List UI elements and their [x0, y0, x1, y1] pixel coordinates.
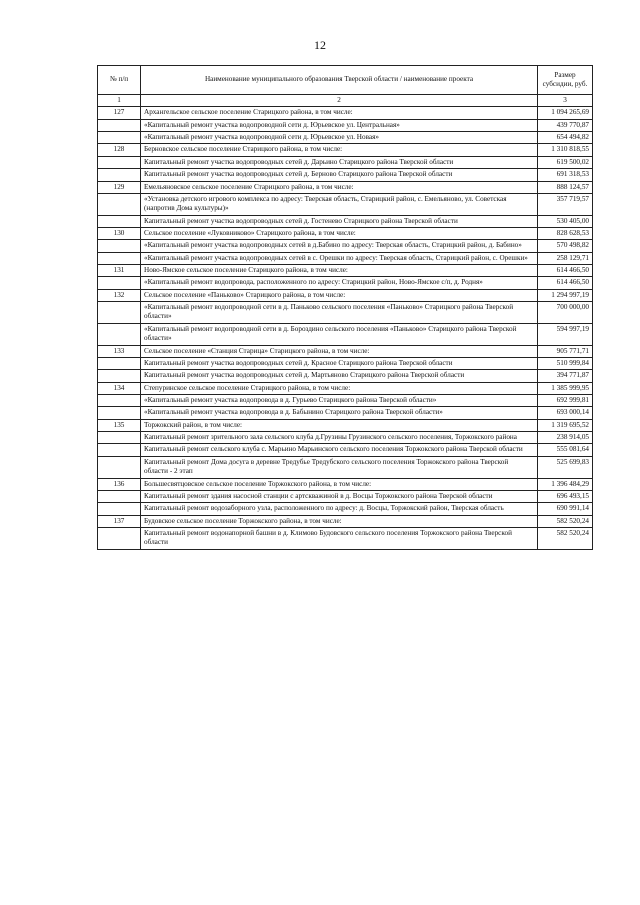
project-row [98, 407, 593, 419]
municipality-name: Сельское поселение «Паньково» Старицкого района, в том числе: [141, 289, 538, 301]
municipality-name: Торжокский район, в том числе: [141, 419, 538, 431]
subsidy-amount: 828 628,53 [538, 227, 593, 239]
subsidy-amount: 888 124,57 [538, 181, 593, 193]
project-name: Капитальный ремонт водонапорной башни в д. Климово Будовского сельского поселения Торжокского района Тверской области [141, 527, 538, 549]
municipality-row [98, 289, 593, 301]
row-number: 127 [98, 107, 141, 119]
municipality-row [98, 144, 593, 156]
project-name: Капитальный ремонт сельского клуба с. Марьино Марьинского сельского поселения Торжокского района Тверской области [141, 444, 538, 456]
subsidy-amount: 905 771,71 [538, 345, 593, 357]
row-number [98, 357, 141, 369]
subsidy-amount: 510 999,84 [538, 357, 593, 369]
subsidy-amount: 614 466,50 [538, 277, 593, 289]
project-row [98, 215, 593, 227]
municipality-name: Архангельское сельское поселение Старицкого района, в том числе: [141, 107, 538, 119]
project-row [98, 432, 593, 444]
row-number [98, 490, 141, 502]
table-header [98, 66, 593, 107]
project-row [98, 156, 593, 168]
row-number: 136 [98, 478, 141, 490]
subsidy-amount: 594 997,19 [538, 323, 593, 345]
project-name: Капитальный ремонт участка водопроводных сетей д. Красное Старицкого района Тверской области [141, 357, 538, 369]
row-number: 135 [98, 419, 141, 431]
municipality-row [98, 345, 593, 357]
row-number [98, 119, 141, 131]
project-name: «Капитальный ремонт участка водопровода в д. Гурьево Старицкого района Тверской области» [141, 394, 538, 406]
subsidy-table [97, 65, 593, 550]
subsidy-amount: 238 914,05 [538, 432, 593, 444]
municipality-row [98, 419, 593, 431]
row-number [98, 132, 141, 144]
project-row [98, 503, 593, 515]
project-row [98, 370, 593, 382]
project-row [98, 323, 593, 345]
project-row [98, 357, 593, 369]
row-number: 131 [98, 265, 141, 277]
header-amount: Размер субсидии, руб. [538, 66, 593, 95]
row-number [98, 193, 141, 215]
project-name: «Капитальный ремонт водопроводной сети в д. Бороздино сельского поселения «Паньково» Старицкого района Тверской области» [141, 323, 538, 345]
row-number [98, 456, 141, 478]
project-name: Капитальный ремонт участка водопроводных сетей д. Гостенево Старицкого района Тверской области [141, 215, 538, 227]
header-name: Наименование муниципального образования Тверской области / наименование проекта [141, 66, 538, 95]
subsidy-amount: 654 494,82 [538, 132, 593, 144]
row-number [98, 252, 141, 264]
subsidy-amount: 258 129,71 [538, 252, 593, 264]
row-number [98, 444, 141, 456]
municipality-name: Сельское поселение «Станция Старица» Старицкого района, в том числе: [141, 345, 538, 357]
project-row [98, 456, 593, 478]
subsidy-amount: 696 493,15 [538, 490, 593, 502]
project-row [98, 394, 593, 406]
project-name: «Капитальный ремонт участка водопроводных сетей в с. Орешки по адресу: Тверская область, Старицкий район, с. Орешки» [141, 252, 538, 264]
subsidy-amount: 570 498,82 [538, 240, 593, 252]
subsidy-amount: 1 094 265,69 [538, 107, 593, 119]
municipality-name: Сельское поселение «Луковниково» Старицкого района, в том числе: [141, 227, 538, 239]
subsidy-amount: 691 318,53 [538, 169, 593, 181]
project-row [98, 490, 593, 502]
row-number: 137 [98, 515, 141, 527]
subsidy-amount: 530 405,00 [538, 215, 593, 227]
row-number [98, 527, 141, 549]
municipality-row [98, 107, 593, 119]
row-number [98, 370, 141, 382]
subsidy-amount: 555 081,64 [538, 444, 593, 456]
project-row [98, 302, 593, 324]
subsidy-amount: 1 294 997,19 [538, 289, 593, 301]
page-number: 12 [314, 38, 326, 52]
project-row [98, 252, 593, 264]
row-number [98, 394, 141, 406]
subsidy-amount: 619 500,02 [538, 156, 593, 168]
project-row [98, 277, 593, 289]
project-row [98, 119, 593, 131]
project-name: Капитальный ремонт участка водопроводных сетей д. Берново Старицкого района Тверской области [141, 169, 538, 181]
municipality-row [98, 265, 593, 277]
municipality-name: Ново-Ямское сельское поселение Старицкого района, в том числе: [141, 265, 538, 277]
municipality-row [98, 478, 593, 490]
row-number: 132 [98, 289, 141, 301]
subsidy-amount: 693 000,14 [538, 407, 593, 419]
project-name: Капитальный ремонт зрительного зала сельского клуба д.Грузины Грузинского сельского поселения, Торжокского района [141, 432, 538, 444]
header-index-3: 3 [538, 95, 593, 107]
project-name: «Капитальный ремонт участка водопровода в д. Бабынино Старицкого района Тверской области» [141, 407, 538, 419]
municipality-name: Берновское сельское поселение Старицкого района, в том числе: [141, 144, 538, 156]
row-number: 134 [98, 382, 141, 394]
row-number [98, 240, 141, 252]
subsidy-amount: 1 310 818,55 [538, 144, 593, 156]
subsidy-amount: 582 520,24 [538, 515, 593, 527]
header-index-1: 1 [98, 95, 141, 107]
project-name: Капитальный ремонт участка водопроводных сетей д. Мартьяново Старицкого района Тверской области [141, 370, 538, 382]
table-body [98, 107, 593, 549]
project-name: «Капитальный ремонт водопровода, расположенного по адресу: Старицкий район, Ново-Ямское с/п, д. Родня» [141, 277, 538, 289]
municipality-row [98, 181, 593, 193]
row-number [98, 432, 141, 444]
row-number [98, 277, 141, 289]
project-name: Капитальный ремонт водозаборного узла, расположенного по адресу: д. Восцы, Торжокский район, Тверская область [141, 503, 538, 515]
project-row [98, 193, 593, 215]
subsidy-amount: 439 770,87 [538, 119, 593, 131]
municipality-name: Степуринское сельское поселение Старицкого района, в том числе: [141, 382, 538, 394]
project-row [98, 132, 593, 144]
row-number: 128 [98, 144, 141, 156]
subsidy-amount: 700 000,00 [538, 302, 593, 324]
municipality-name: Будовское сельское поселение Торжокского района, в том числе: [141, 515, 538, 527]
project-name: Капитальный ремонт Дома досуга в деревне Тредубье Тредубского сельского поселения Торжокского района Тверской области - 2 этап [141, 456, 538, 478]
project-name: «Установка детского игрового комплекса по адресу: Тверская область, Старицкий район, с. Емельяново, ул. Советская (напротив Дома культуры)» [141, 193, 538, 215]
project-row [98, 444, 593, 456]
project-name: Капитальный ремонт участка водопроводных сетей д. Дарьино Старицкого района Тверской области [141, 156, 538, 168]
row-number: 130 [98, 227, 141, 239]
project-name: Капитальный ремонт здания насосной станции с артскважиной в д. Восцы Торжокского района Тверской области [141, 490, 538, 502]
row-number: 129 [98, 181, 141, 193]
municipality-row [98, 227, 593, 239]
municipality-name: Большесвятцовское сельское поселение Торжокского района, в том числе: [141, 478, 538, 490]
project-name: «Капитальный ремонт участка водопроводной сети д. Юрьевское ул. Новая» [141, 132, 538, 144]
subsidy-amount: 692 999,81 [538, 394, 593, 406]
row-number [98, 323, 141, 345]
project-row [98, 527, 593, 549]
row-number [98, 215, 141, 227]
municipality-row [98, 515, 593, 527]
row-number [98, 302, 141, 324]
row-number [98, 156, 141, 168]
subsidy-amount: 1 385 999,95 [538, 382, 593, 394]
subsidy-amount: 1 319 695,52 [538, 419, 593, 431]
header-number: № п/п [98, 66, 141, 95]
project-row [98, 240, 593, 252]
subsidy-amount: 357 719,57 [538, 193, 593, 215]
project-name: «Капитальный ремонт участка водопроводной сети д. Юрьевское ул. Центральная» [141, 119, 538, 131]
row-number [98, 407, 141, 419]
row-number [98, 169, 141, 181]
header-index-2: 2 [141, 95, 538, 107]
subsidy-amount: 1 396 484,29 [538, 478, 593, 490]
subsidy-amount: 525 699,83 [538, 456, 593, 478]
subsidy-amount: 394 771,87 [538, 370, 593, 382]
municipality-row [98, 382, 593, 394]
project-name: «Капитальный ремонт водопроводной сети в д. Паньково сельского поселения «Паньково» Старицкого района Тверской области» [141, 302, 538, 324]
subsidy-amount: 582 520,24 [538, 527, 593, 549]
row-number [98, 503, 141, 515]
subsidy-amount: 614 466,50 [538, 265, 593, 277]
project-name: «Капитальный ремонт участка водопроводных сетей в д.Бабино по адресу: Тверская область, Старицкий район, д. Бабино» [141, 240, 538, 252]
municipality-name: Емельяновское сельское поселение Старицкого района, в том числе: [141, 181, 538, 193]
project-row [98, 169, 593, 181]
row-number: 133 [98, 345, 141, 357]
subsidy-amount: 690 991,14 [538, 503, 593, 515]
